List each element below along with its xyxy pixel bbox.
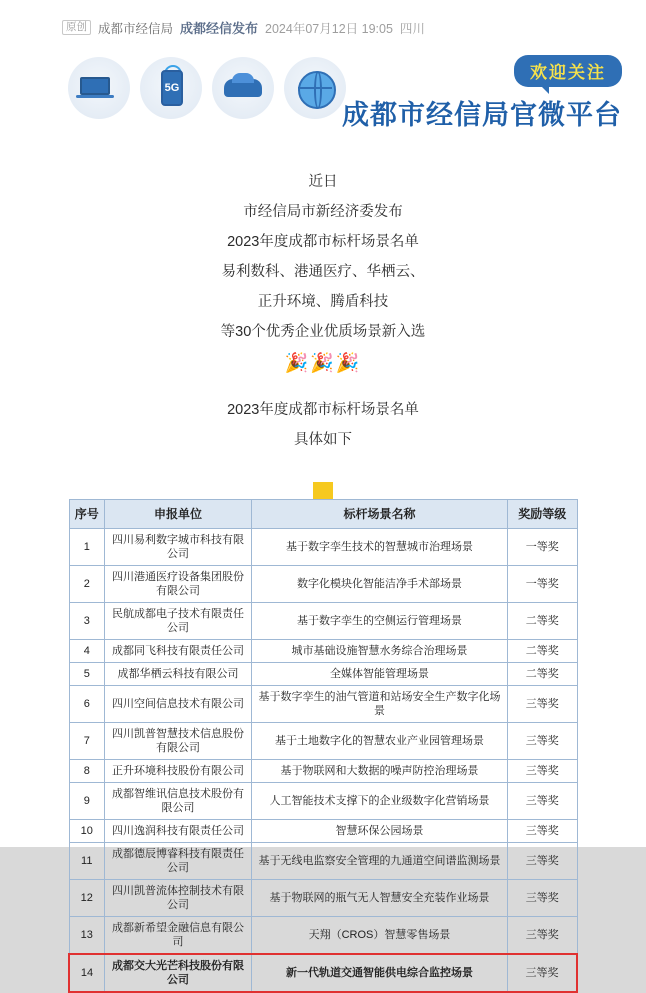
cell-index: 2	[69, 566, 105, 603]
body-line: 易利数科、港通医疗、华栖云、	[221, 264, 425, 280]
col-header-level: 奖励等级	[508, 500, 578, 529]
cell-scene: 基于土地数字化的智慧农业产业园管理场景	[252, 723, 508, 760]
cell-scene: 基于物联网和大数据的噪声防控治理场景	[252, 760, 508, 783]
table-row	[69, 603, 577, 640]
cell-index: 12	[69, 880, 105, 917]
table-row	[69, 529, 577, 566]
down-arrow-wrap	[0, 469, 646, 487]
cell-unit: 民航成都电子技术有限责任公司	[105, 603, 252, 640]
body-line: 2023年度成都市标杆场景名单	[227, 234, 419, 250]
cell-index: 10	[69, 820, 105, 843]
cell-level: 二等奖	[508, 640, 578, 663]
cell-index: 13	[69, 917, 105, 955]
source-name[interactable]: 成都市经信局	[98, 21, 174, 36]
header-banner	[20, 51, 626, 141]
cell-unit: 成都智维讯信息技术股份有限公司	[105, 783, 252, 820]
welcome-label: 欢迎关注	[514, 55, 622, 87]
publish-location: 四川	[399, 21, 425, 36]
cell-scene: 基于无线电监察安全管理的九通道空间谱监测场景	[252, 843, 508, 880]
cell-level: 三等奖	[508, 723, 578, 760]
original-badge: 原创	[62, 20, 91, 36]
cell-level: 三等奖	[508, 880, 578, 917]
banner-title: 成都市经信局官微平台	[342, 100, 622, 130]
banner-icon-row	[68, 57, 346, 119]
cell-scene: 基于物联网的瓶气无人智慧安全充装作业场景	[252, 880, 508, 917]
body-line: 正升环境、腾盾科技	[257, 294, 389, 310]
cell-level: 二等奖	[508, 603, 578, 640]
table-row	[69, 686, 577, 723]
cell-index: 8	[69, 760, 105, 783]
cell-level: 三等奖	[508, 783, 578, 820]
cell-unit: 四川易利数字城市科技有限公司	[105, 529, 252, 566]
cell-level: 二等奖	[508, 663, 578, 686]
article-meta	[0, 0, 646, 37]
cell-unit: 四川港通医疗设备集团股份有限公司	[105, 566, 252, 603]
table-header-row	[69, 500, 577, 529]
account-name[interactable]: 成都经信发布	[180, 21, 259, 36]
cell-scene: 新一代轨道交通智能供电综合监控场景	[252, 954, 508, 992]
cell-level: 三等奖	[508, 820, 578, 843]
cell-unit: 四川逸润科技有限责任公司	[105, 820, 252, 843]
table-row	[69, 566, 577, 603]
body-line: 近日	[308, 174, 338, 190]
table-body	[69, 529, 577, 993]
table-row	[69, 954, 577, 992]
award-table	[68, 499, 578, 993]
cell-scene: 基于数字孪生的油气管道和站场安全生产数字化场景	[252, 686, 508, 723]
table-row	[69, 640, 577, 663]
table-row	[69, 917, 577, 955]
cell-index: 11	[69, 843, 105, 880]
banner-text-block	[342, 55, 622, 132]
globe-icon	[284, 57, 346, 119]
laptop-icon	[68, 57, 130, 119]
cell-level: 三等奖	[508, 843, 578, 880]
cell-index: 1	[69, 529, 105, 566]
cell-unit: 成都新希望金融信息有限公司	[105, 917, 252, 955]
cell-level: 三等奖	[508, 760, 578, 783]
award-table-wrap	[68, 499, 578, 993]
cell-scene: 基于数字孪生技术的智慧城市治理场景	[252, 529, 508, 566]
cell-unit: 四川凯普流体控制技术有限公司	[105, 880, 252, 917]
cell-level: 三等奖	[508, 917, 578, 955]
cell-scene: 人工智能技术支撑下的企业级数字化营销场景	[252, 783, 508, 820]
cell-scene: 天翔（CROS）智慧零售场景	[252, 917, 508, 955]
cell-unit: 成都德辰博睿科技有限责任公司	[105, 843, 252, 880]
table-row	[69, 820, 577, 843]
col-header-unit: 申报单位	[105, 500, 252, 529]
cell-unit: 四川凯普智慧技术信息股份有限公司	[105, 723, 252, 760]
publish-date: 2024年07月12日 19:05	[265, 21, 393, 36]
table-row	[69, 843, 577, 880]
cell-index: 6	[69, 686, 105, 723]
body-line: 市经信局市新经济委发布	[243, 204, 403, 220]
cell-level: 一等奖	[508, 566, 578, 603]
cell-scene: 全媒体智能管理场景	[252, 663, 508, 686]
cell-unit: 正升环境科技股份有限公司	[105, 760, 252, 783]
table-row	[69, 880, 577, 917]
cell-index: 5	[69, 663, 105, 686]
cell-scene: 数字化模块化智能洁净手术部场景	[252, 566, 508, 603]
cell-index: 3	[69, 603, 105, 640]
table-row	[69, 760, 577, 783]
cell-unit: 成都交大光芒科技股份有限公司	[105, 954, 252, 992]
cell-scene: 城市基础设施智慧水务综合治理场景	[252, 640, 508, 663]
cell-unit: 四川空间信息技术有限公司	[105, 686, 252, 723]
table-row	[69, 723, 577, 760]
cell-index: 4	[69, 640, 105, 663]
body-line: 2023年度成都市标杆场景名单	[227, 402, 419, 418]
celebration-emoji: 🎉🎉🎉	[284, 353, 362, 374]
cell-level: 三等奖	[508, 686, 578, 723]
table-row	[69, 663, 577, 686]
cell-scene: 智慧环保公园场景	[252, 820, 508, 843]
table-row	[69, 783, 577, 820]
body-line: 具体如下	[294, 432, 352, 448]
col-header-scene: 标杆场景名称	[252, 500, 508, 529]
cell-index: 14	[69, 954, 105, 992]
cell-index: 7	[69, 723, 105, 760]
cell-index: 9	[69, 783, 105, 820]
smart-car-icon	[212, 57, 274, 119]
cell-level: 三等奖	[508, 954, 578, 992]
cell-unit: 成都华栖云科技有限公司	[105, 663, 252, 686]
5g-phone-icon: 5G	[140, 57, 202, 119]
cell-level: 一等奖	[508, 529, 578, 566]
body-line: 等30个优秀企业优质场景新入选	[220, 324, 426, 340]
col-header-index: 序号	[69, 500, 105, 529]
cell-unit: 成都同飞科技有限责任公司	[105, 640, 252, 663]
cell-scene: 基于数字孪生的空侧运行管理场景	[252, 603, 508, 640]
article-body	[0, 167, 646, 455]
